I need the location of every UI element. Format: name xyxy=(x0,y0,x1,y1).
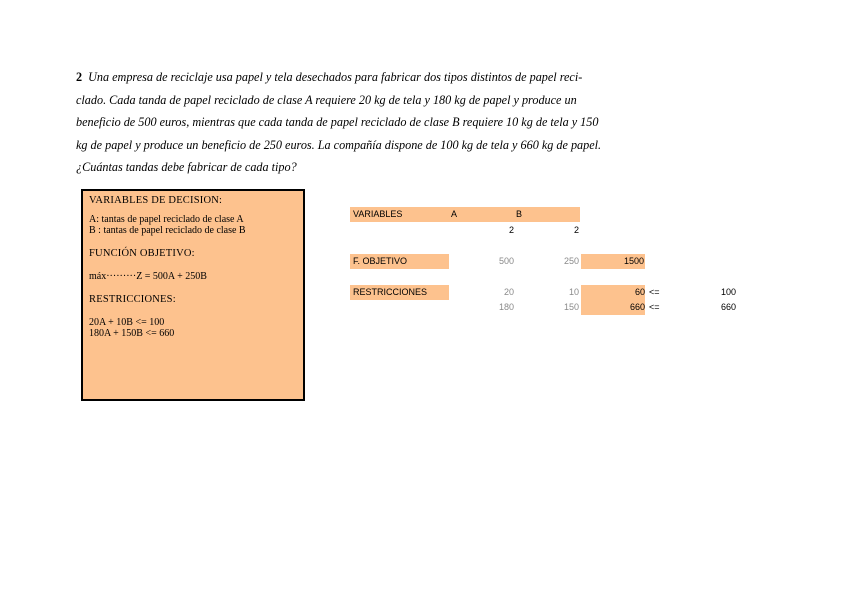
problem-line-2: clado. Cada tanda de papel reciclado de clase A requiere 20 kg de tela y 180 kg de papel y produce un xyxy=(76,92,577,107)
model-text-box[interactable] xyxy=(81,189,305,401)
restriction-1-operator[interactable]: <= xyxy=(649,287,660,297)
objective-label[interactable]: F. OBJETIVO xyxy=(350,254,449,269)
restriction-2-coef-a[interactable]: 180 xyxy=(498,302,514,312)
variable-a-header[interactable]: A xyxy=(451,209,458,219)
objective-function: máx·········Z = 500A + 250B xyxy=(89,271,207,282)
problem-line-5: ¿Cuántas tandas debe fabricar de cada tipo? xyxy=(76,160,297,174)
restriction-2-rhs[interactable]: 660 xyxy=(720,302,736,312)
variables-heading: VARIABLES DE DECISION: xyxy=(89,195,223,206)
variable-a-definition: A: tantas de papel reciclado de clase A xyxy=(89,214,244,225)
objective-heading: FUNCIÓN OBJETIVO: xyxy=(89,248,195,259)
problem-line-4: kg de papel y produce un beneficio de 250 euros. La compañía dispone de 100 kg de tela y 660 kg de papel. xyxy=(76,137,602,152)
restriction-1-rhs[interactable]: 100 xyxy=(720,287,736,297)
restriction-2: 180A + 150B <= 660 xyxy=(89,328,175,339)
objective-coef-b[interactable]: 250 xyxy=(563,256,579,266)
restriction-1-coef-a[interactable]: 20 xyxy=(503,287,514,297)
problem-statement xyxy=(76,66,676,179)
variable-a-value[interactable]: 2 xyxy=(508,225,514,235)
objective-result[interactable]: 1500 xyxy=(581,254,645,269)
restriction-2-lhs[interactable]: 660 xyxy=(629,302,645,312)
restriction-1-lhs[interactable]: 60 xyxy=(634,287,645,297)
problem-line-3: beneficio de 500 euros, mientras que cada tanda de papel reciclado de clase B requiere 10 kg de tela y 150 xyxy=(76,115,599,129)
restriction-1: 20A + 10B <= 100 xyxy=(89,317,165,328)
objective-coef-a[interactable]: 500 xyxy=(498,256,514,266)
restriction-2-operator[interactable]: <= xyxy=(649,302,660,312)
restrictions-heading: RESTRICCIONES: xyxy=(89,294,176,305)
restriction-2-coef-b[interactable]: 150 xyxy=(563,302,579,312)
variables-label[interactable]: VARIABLES xyxy=(353,209,403,219)
variable-b-value[interactable]: 2 xyxy=(573,225,579,235)
problem-number: 2 xyxy=(76,70,83,84)
problem-line-1: 2 Una empresa de reciclaje usa papel y tela desechados para fabricar dos tipos distintos de papel reci- xyxy=(76,70,583,84)
variable-b-definition: B : tantas de papel reciclado de clase B xyxy=(89,225,246,236)
restriction-1-coef-b[interactable]: 10 xyxy=(568,287,579,297)
restrictions-label[interactable]: RESTRICCIONES xyxy=(350,285,449,300)
variable-b-header[interactable]: B xyxy=(516,209,523,219)
